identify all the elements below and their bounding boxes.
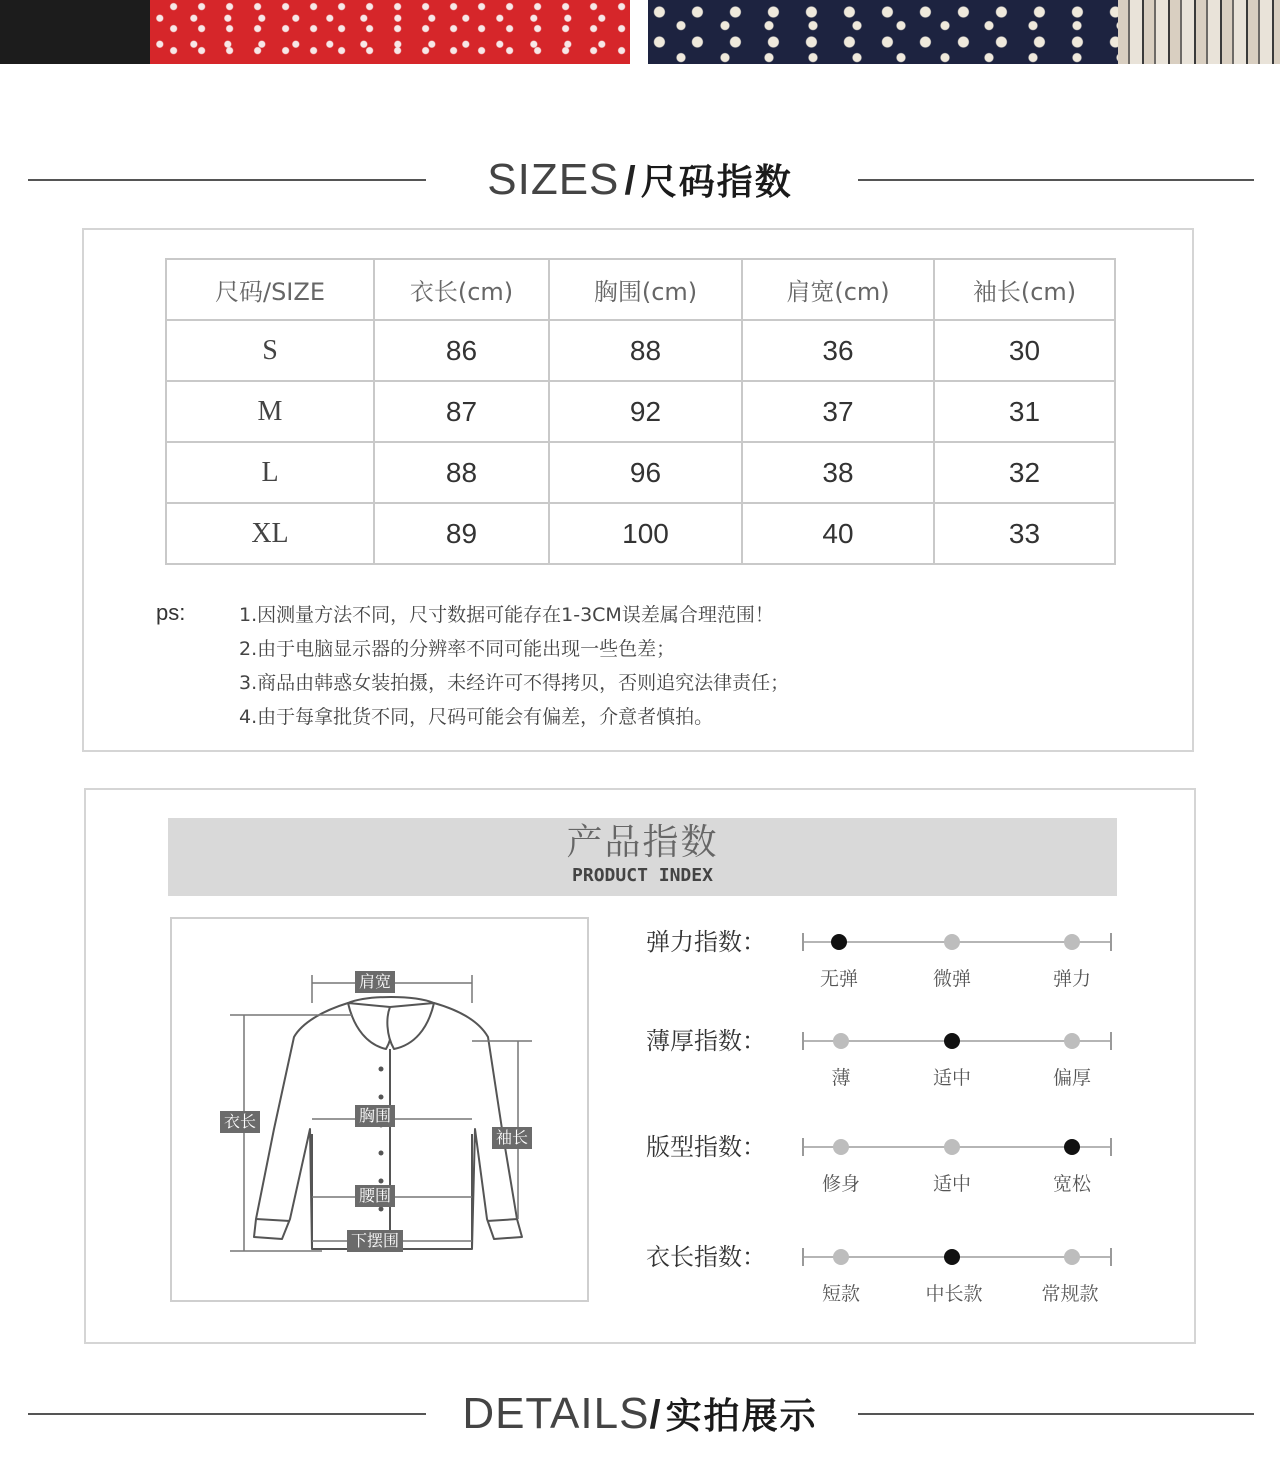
size-cell: XL — [166, 503, 374, 564]
diagram-label-hem: 下摆围 — [347, 1230, 403, 1252]
index-dot — [944, 934, 960, 950]
scale-tick — [802, 1248, 804, 1266]
sleeve-cell: 32 — [934, 442, 1115, 503]
index-dot — [831, 934, 847, 950]
col-header-size: 尺码/SIZE — [166, 259, 374, 320]
size-cell: L — [166, 442, 374, 503]
length-cell: 88 — [374, 442, 549, 503]
details-title-sep: / — [649, 1393, 661, 1437]
col-header-shoulder: 肩宽(cm) — [742, 259, 934, 320]
clothes-rack-photo — [1118, 0, 1280, 64]
col-header-length: 衣长(cm) — [374, 259, 549, 320]
table-row — [166, 381, 1115, 442]
chest-cell: 92 — [549, 381, 742, 442]
navy-daisy-photo — [648, 0, 1118, 64]
index-option: 常规款 — [1041, 1283, 1099, 1305]
index-dot — [833, 1249, 849, 1265]
scale-tick — [1110, 1248, 1112, 1266]
sleeve-cell: 33 — [934, 503, 1115, 564]
index-label: 衣长指数： — [646, 1243, 766, 1271]
sizes-title-sep: / — [624, 159, 636, 203]
dark-photo-edge — [0, 0, 150, 64]
details-section-header — [0, 1384, 1280, 1444]
diagram-label-shoulder: 肩宽 — [355, 971, 395, 993]
product-index-box — [84, 788, 1196, 1344]
size-cell: S — [166, 320, 374, 381]
col-header-chest: 胸围(cm) — [549, 259, 742, 320]
index-option: 短款 — [821, 1283, 860, 1305]
index-dot — [944, 1139, 960, 1155]
sleeve-cell: 30 — [934, 320, 1115, 381]
index-label: 薄厚指数： — [646, 1027, 766, 1055]
diagram-label-sleeve: 袖长 — [492, 1127, 532, 1149]
index-option: 适中 — [932, 1173, 971, 1195]
top-photo-strip — [0, 0, 1280, 64]
index-option: 无弹 — [819, 968, 858, 990]
shoulder-cell: 36 — [742, 320, 934, 381]
notes-label: ps: — [156, 600, 186, 625]
index-row-fit — [646, 1129, 1126, 1199]
index-option: 适中 — [932, 1067, 971, 1089]
sizes-title-cn: 尺码指数 — [640, 162, 793, 203]
index-dot — [1064, 1033, 1080, 1049]
size-table — [165, 258, 1116, 565]
index-dot — [1064, 934, 1080, 950]
length-cell: 89 — [374, 503, 549, 564]
table-row — [166, 442, 1115, 503]
index-option: 宽松 — [1052, 1173, 1091, 1195]
table-row — [166, 320, 1115, 381]
product-index-banner — [168, 818, 1117, 896]
notes-list — [239, 598, 789, 734]
index-dot — [833, 1139, 849, 1155]
index-row-thickness — [646, 1023, 1126, 1093]
index-dot — [1064, 1249, 1080, 1265]
chest-cell: 88 — [549, 320, 742, 381]
index-label: 弹力指数： — [646, 928, 766, 956]
details-title — [0, 1384, 1280, 1453]
scale-tick — [802, 933, 804, 951]
size-cell: M — [166, 381, 374, 442]
size-chart-box — [82, 228, 1194, 752]
scale-tick — [1110, 1032, 1112, 1050]
length-cell: 87 — [374, 381, 549, 442]
garment-diagram — [170, 917, 589, 1302]
note-item: 2.由于电脑显示器的分辨率不同可能出现一些色差； — [239, 638, 676, 660]
index-option: 修身 — [821, 1173, 860, 1195]
index-dot — [1064, 1139, 1080, 1155]
note-item: 4.由于每拿批货不同，尺码可能会有偏差，介意者慎拍。 — [239, 706, 714, 728]
col-header-sleeve: 袖长(cm) — [934, 259, 1115, 320]
index-option: 弹力 — [1052, 968, 1091, 990]
product-index-title-en: PRODUCT INDEX — [572, 865, 713, 886]
shoulder-cell: 40 — [742, 503, 934, 564]
scale-tick — [1110, 1138, 1112, 1156]
product-index-title-cn: 产品指数 — [566, 822, 719, 863]
chest-cell: 100 — [549, 503, 742, 564]
note-item: 3.商品由韩惑女装拍摄，未经许可不得拷贝，否则追究法律责任； — [239, 672, 790, 694]
sizes-section-header — [0, 150, 1280, 210]
index-row-length — [646, 1239, 1126, 1309]
index-scale — [802, 1129, 1114, 1195]
shoulder-cell: 38 — [742, 442, 934, 503]
scale-tick — [802, 1032, 804, 1050]
index-scale — [802, 1239, 1114, 1305]
sizes-title-en: SIZES — [487, 155, 620, 204]
index-option: 薄 — [831, 1067, 851, 1089]
index-dot — [944, 1249, 960, 1265]
table-row — [166, 503, 1115, 564]
index-row-elasticity — [646, 924, 1126, 994]
index-option: 偏厚 — [1052, 1067, 1091, 1089]
diagram-label-length: 衣长 — [220, 1111, 260, 1133]
sizes-title — [0, 150, 1280, 219]
scale-tick — [1110, 933, 1112, 951]
diagram-label-chest: 胸围 — [355, 1105, 395, 1127]
index-label: 版型指数： — [646, 1133, 766, 1161]
size-table-header-row — [166, 259, 1115, 320]
diagram-label-waist: 腰围 — [355, 1185, 395, 1207]
details-title-cn: 实拍展示 — [665, 1396, 818, 1437]
length-cell: 86 — [374, 320, 549, 381]
details-title-en: DETAILS — [462, 1389, 650, 1438]
chest-cell: 96 — [549, 442, 742, 503]
shoulder-cell: 37 — [742, 381, 934, 442]
index-dot — [944, 1033, 960, 1049]
index-option: 微弹 — [932, 968, 971, 990]
sleeve-cell: 31 — [934, 381, 1115, 442]
note-item: 1.因测量方法不同，尺寸数据可能存在1-3CM误差属合理范围！ — [239, 604, 774, 626]
index-scale — [802, 924, 1114, 990]
index-scale — [802, 1023, 1114, 1089]
scale-tick — [802, 1138, 804, 1156]
index-option: 中长款 — [925, 1283, 983, 1305]
index-dot — [833, 1033, 849, 1049]
